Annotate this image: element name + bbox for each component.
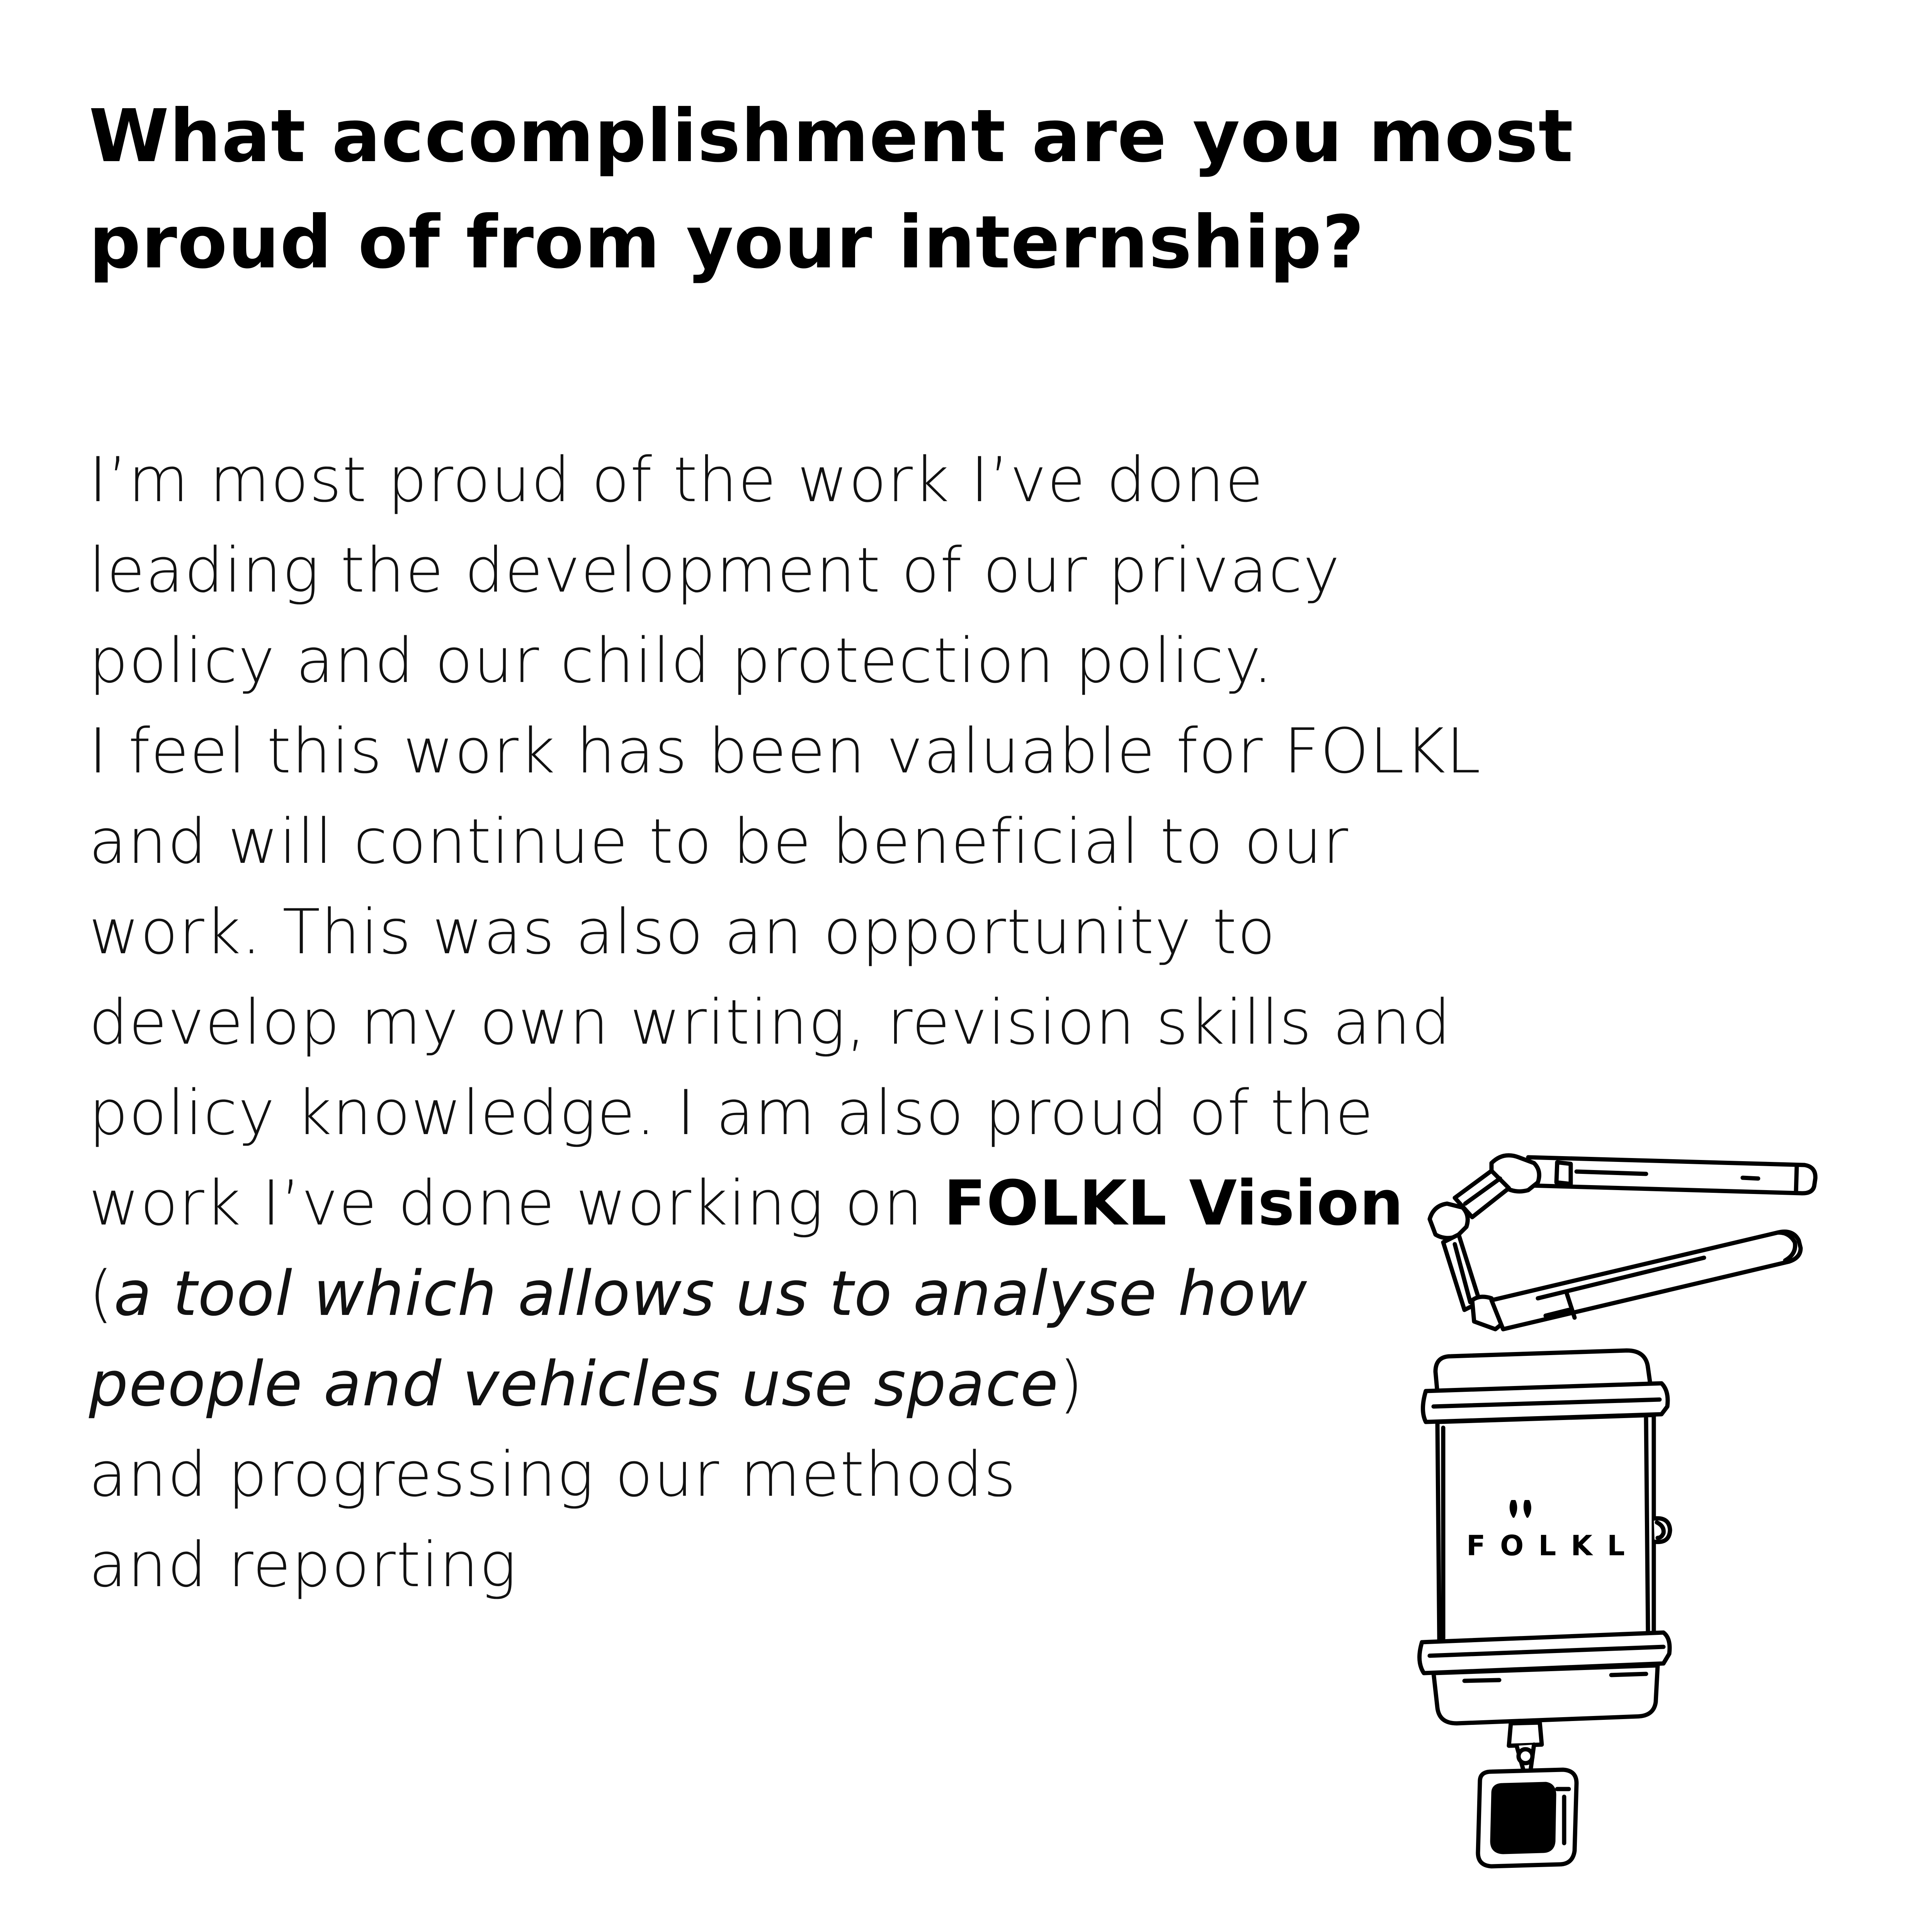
- question-line-1: What accomplishment are you most: [89, 94, 1574, 179]
- device-connector: [1509, 1723, 1542, 1774]
- close-parenthesis: ): [1059, 1348, 1084, 1420]
- upper-arm: [1528, 1157, 1815, 1193]
- answer-line-9-text: work I’ve done working on: [89, 1167, 944, 1239]
- answer-line-4: I feel this work has been valuable for FOLKL: [89, 715, 1481, 787]
- answer-line-12: and progressing our methods: [89, 1438, 1017, 1510]
- answer-line-13: and reporting: [89, 1529, 517, 1601]
- answer-line-10: [89, 1248, 1596, 1339]
- answer-line-9: [89, 1158, 1596, 1248]
- answer-line-8: policy knowledge. I am also proud of the: [89, 1077, 1374, 1149]
- open-parenthesis: (: [89, 1257, 114, 1330]
- answer-line-1: I’m most proud of the work I’ve done: [89, 444, 1264, 516]
- answer-line-6: work. This was also an opportunity to: [89, 896, 1276, 968]
- answer-paragraph: [89, 435, 1596, 1610]
- answer-line-11: [89, 1339, 1596, 1429]
- question-line-2: proud of from your internship?: [89, 200, 1365, 285]
- folkl-vision-camera-device-icon: [1376, 1140, 1909, 1874]
- tool-description-part-1: a tool which allows us to analyse how: [114, 1257, 1308, 1330]
- tool-description-part-2: people and vehicles use space: [89, 1348, 1059, 1420]
- folkl-vision-emphasis: FOLKL Vision: [944, 1167, 1404, 1239]
- device-brand-label: FOLKL: [1466, 1529, 1639, 1562]
- camera-module: [1478, 1770, 1577, 1866]
- lower-arm: [1492, 1232, 1801, 1330]
- question-heading: [89, 83, 1712, 296]
- answer-line-2: leading the development of our privacy: [89, 534, 1341, 606]
- answer-line-7: develop my own writing, revision skills and: [89, 986, 1452, 1058]
- answer-line-5: and will continue to be beneficial to our: [89, 805, 1349, 878]
- answer-line-3: policy and our child protection policy.: [89, 624, 1274, 697]
